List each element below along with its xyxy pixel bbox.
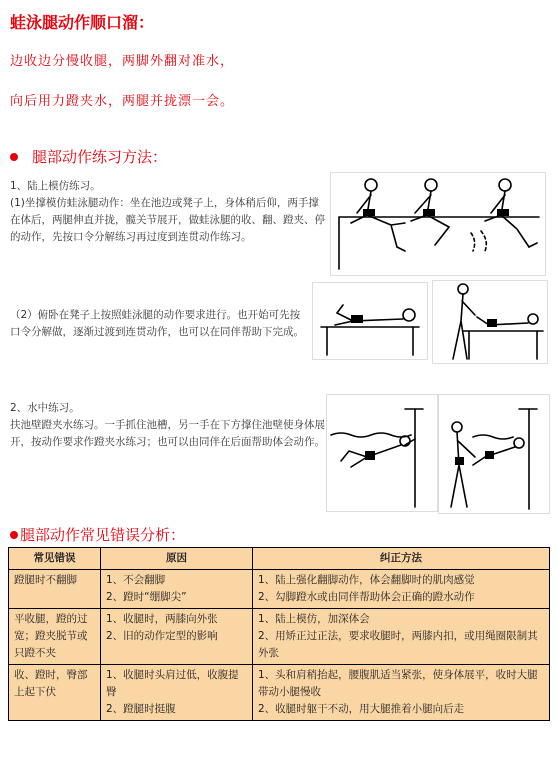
fix-line: 1、陆上模仿，加深体会 (258, 613, 370, 625)
practice-item-3-title: 2、水中练习。 (10, 402, 80, 414)
prone-kick-illustration (312, 282, 428, 360)
assisted-kick-figures-icon (433, 281, 547, 363)
assisted-prone-kick-illustration (432, 280, 548, 364)
table-row (9, 570, 550, 609)
fix-line: 2、用矫正过正法，要求收腿时，两膝内扣，或用绳圈限制其外张 (258, 630, 538, 659)
rhyme-line-1: 边收边分慢收腿，两脚外翻对准水， (10, 54, 235, 69)
table-row (9, 609, 550, 665)
errors-table-header (9, 548, 550, 570)
wall-kick-illustration (326, 394, 438, 512)
assisted-wall-kick-illustration (438, 394, 550, 514)
mistake-cell: 收、蹬时，臀部上起下伏 (9, 665, 101, 721)
cause-cell (101, 665, 253, 721)
cause-cell (101, 609, 253, 665)
fix-line: 2、勾脚蹬水或由同伴帮助体会正确的蹬水动作 (258, 591, 475, 603)
table-row (9, 665, 550, 721)
practice-item-1-title: 1、陆上模仿练习。 (10, 180, 101, 192)
mistake-cell: 平收腿，蹬的过宽；蹬夹脱节或只蹬不夹 (9, 609, 101, 665)
cause-line: 2、蹬腿时挺腹 (106, 703, 176, 715)
practice-heading (10, 146, 167, 167)
practice-item-2 (10, 307, 310, 341)
cause-line: 2、蹬时“绷脚尖” (106, 591, 187, 603)
prone-kick-figure-icon (313, 283, 427, 359)
practice-heading-text: 腿部动作练习方法： (32, 148, 168, 166)
practice-item-1-text: (1)坐撑模仿蛙泳腿动作：坐在池边或凳子上，身体稍后仰，两手撑在体后，两腿伸直并拢，髋关节展开，做蛙泳腿的收、翻、蹬夹、停的动作，先按口令分解练习再过度到连贯动作练习。 (10, 197, 325, 243)
wall-kick-figure-icon (327, 395, 437, 511)
cause-line: 1、不会翻脚 (106, 574, 166, 586)
rhyme-line-2: 向后用力蹬夹水，两腿并拢漂一会。 (10, 94, 235, 109)
bullet-icon (10, 531, 18, 539)
cause-cell (101, 570, 253, 609)
errors-heading-text: 腿部动作常见错误分析： (20, 526, 186, 544)
column-header-fix: 纠正方法 (253, 548, 550, 570)
page-title: 蛙泳腿动作顺口溜： (10, 13, 155, 32)
fix-cell (253, 609, 550, 665)
column-header-mistake: 常见错误 (9, 548, 101, 570)
cause-line: 1、收腿时头肩过低，收腹提臀 (106, 669, 239, 698)
cause-line: 1、收腿时，两膝向外张 (106, 613, 218, 625)
mistake-cell: 蹬腿时不翻脚 (9, 570, 101, 609)
assisted-wall-kick-figures-icon (439, 395, 549, 513)
fix-line: 1、陆上强化翻脚动作，体会翻脚时的肌肉感觉 (258, 574, 475, 586)
column-header-cause: 原因 (101, 548, 253, 570)
practice-item-2-text: （2）俯卧在凳子上按照蛙泳腿的动作要求进行。也开始可先按口令分解做，逐渐过渡到连贯动作，也可以在同伴帮助下完成。 (10, 309, 304, 338)
cause-line: 2、旧的动作定型的影响 (106, 630, 218, 642)
practice-item-3 (10, 400, 326, 451)
errors-heading (10, 524, 185, 545)
seated-kick-figures-icon (331, 173, 545, 275)
fix-line: 1、头和肩稍抬起，腰腹肌适当紧张，使身体展平，收时大腿带动小腿慢收 (258, 669, 538, 698)
fix-cell (253, 570, 550, 609)
practice-item-3-text: 扶池壁蹬夹水练习。一手抓住池槽，另一手在下方撑住池壁使身体展开，按动作要求作蹬夹水练习；也可以由同伴在后面帮助体会动作。 (10, 419, 325, 448)
errors-table (8, 547, 550, 721)
seated-kick-illustration (330, 172, 546, 276)
practice-item-1 (10, 178, 328, 246)
fix-line: 2、收腿时躯干不动，用大腿推着小腿向后走 (258, 703, 465, 715)
fix-cell (253, 665, 550, 721)
bullet-icon (10, 153, 18, 161)
